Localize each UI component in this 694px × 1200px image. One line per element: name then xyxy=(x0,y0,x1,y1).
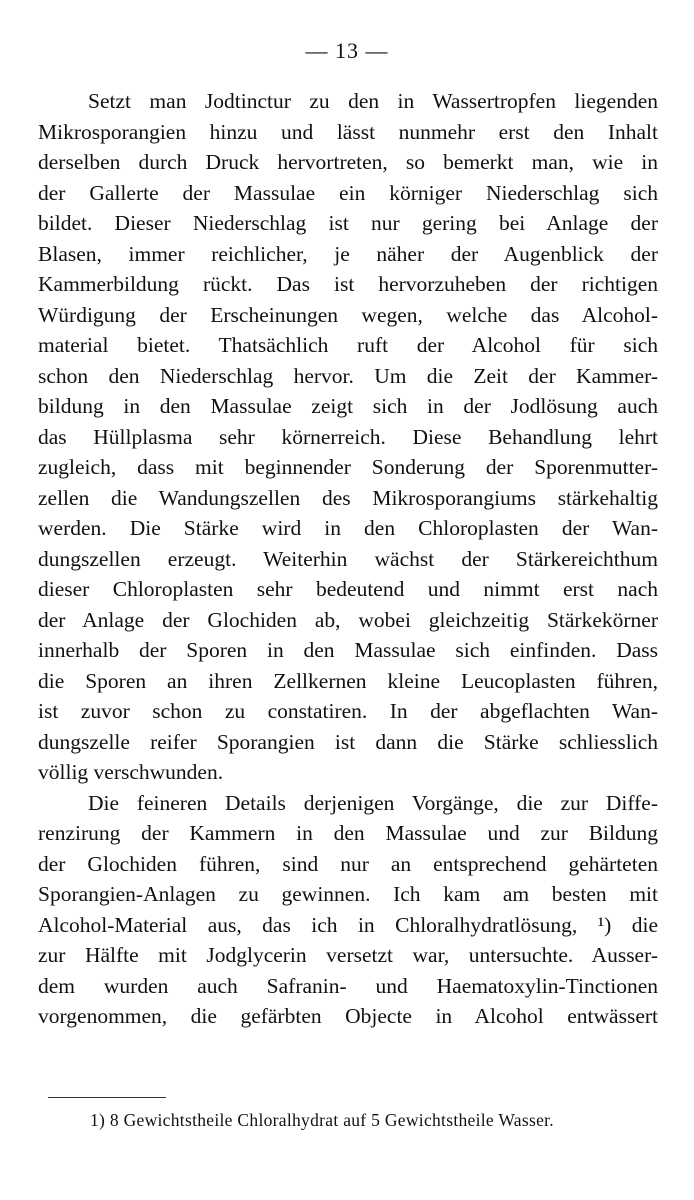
text-line: das Hüllplasma sehr körnerreich. Diese Behandlung lehrt xyxy=(38,424,658,449)
text-line: zellen die Wandungszellen des Mikrosporangiums stärkehaltig xyxy=(38,485,658,510)
text-line: werden. Die Stärke wird in den Chloroplasten der Wan- xyxy=(38,516,658,540)
text-line: bildet. Dieser Niederschlag ist nur gering bei Anlage der xyxy=(38,211,658,235)
body-text xyxy=(38,86,658,1032)
text-line: völlig verschwunden. xyxy=(38,760,224,784)
text-line: ist zuvor schon zu constatiren. In der abgeflachten Wan- xyxy=(38,699,658,723)
text-line: renzirung der Kammern in den Massulae und zur Bildung xyxy=(38,821,658,845)
text-line: zur Hälfte mit Jodglycerin versetzt war, untersuchte. Ausser- xyxy=(38,943,658,967)
text-line: dem wurden auch Safranin- und Haematoxylin-Tinctionen xyxy=(38,973,658,998)
text-line: innerhalb der Sporen in den Massulae sich einfinden. Dass xyxy=(38,638,658,662)
text-line: Alcohol-Material aus, das ich in Chloralhydratlösung, ¹) die xyxy=(38,912,658,937)
text-line: bildung in den Massulae zeigt sich in der Jodlösung auch xyxy=(38,394,658,418)
text-line: material bietet. Thatsächlich ruft der Alcohol für sich xyxy=(38,333,658,357)
text-line: dungszelle reifer Sporangien ist dann die Stärke schliesslich xyxy=(38,729,658,754)
text-line: Würdigung der Erscheinungen wegen, welche das Alcohol- xyxy=(38,302,658,327)
text-line: der Glochiden führen, sind nur an entsprechend gehärteten xyxy=(38,851,658,876)
text-line: zugleich, dass mit beginnender Sonderung der Sporenmutter- xyxy=(38,455,658,479)
text-line: Sporangien-Anlagen zu gewinnen. Ich kam am besten mit xyxy=(38,882,658,906)
footnote-divider xyxy=(48,1097,166,1098)
paragraph-2 xyxy=(38,788,658,1032)
text-line: dungszellen erzeugt. Weiterhin wächst der Stärkereichthum xyxy=(38,546,658,571)
text-line: vorgenommen, die gefärbten Objecte in Alcohol entwässert xyxy=(38,1004,658,1028)
text-line: der Anlage der Glochiden ab, wobei gleichzeitig Stärkekörner xyxy=(38,607,658,632)
text-line: Blasen, immer reichlicher, je näher der Augenblick der xyxy=(38,241,658,266)
text-line: der Gallerte der Massulae ein körniger Niederschlag sich xyxy=(38,180,658,205)
text-line: Kammerbildung rückt. Das ist hervorzuheben der richtigen xyxy=(38,272,658,296)
footnote: 1) 8 Gewichtstheile Chloralhydrat auf 5 Gewichtstheile Wasser. xyxy=(90,1110,554,1130)
text-line: die Sporen an ihren Zellkernen kleine Leucoplasten führen, xyxy=(38,668,658,693)
text-line: derselben durch Druck hervortreten, so bemerkt man, wie in xyxy=(38,150,658,174)
text-line: Mikrosporangien hinzu und lässt nunmehr erst den Inhalt xyxy=(38,119,658,144)
page-number: — 13 — xyxy=(305,38,389,63)
text-line: Setzt man Jodtinctur zu den in Wassertropfen liegenden xyxy=(88,89,658,113)
text-line: schon den Niederschlag hervor. Um die Zeit der Kammer- xyxy=(38,363,658,388)
text-line: Die feineren Details derjenigen Vorgänge, die zur Diffe- xyxy=(88,790,658,815)
text-line: dieser Chloroplasten sehr bedeutend und nimmt erst nach xyxy=(38,577,658,601)
paragraph-1 xyxy=(38,86,658,788)
